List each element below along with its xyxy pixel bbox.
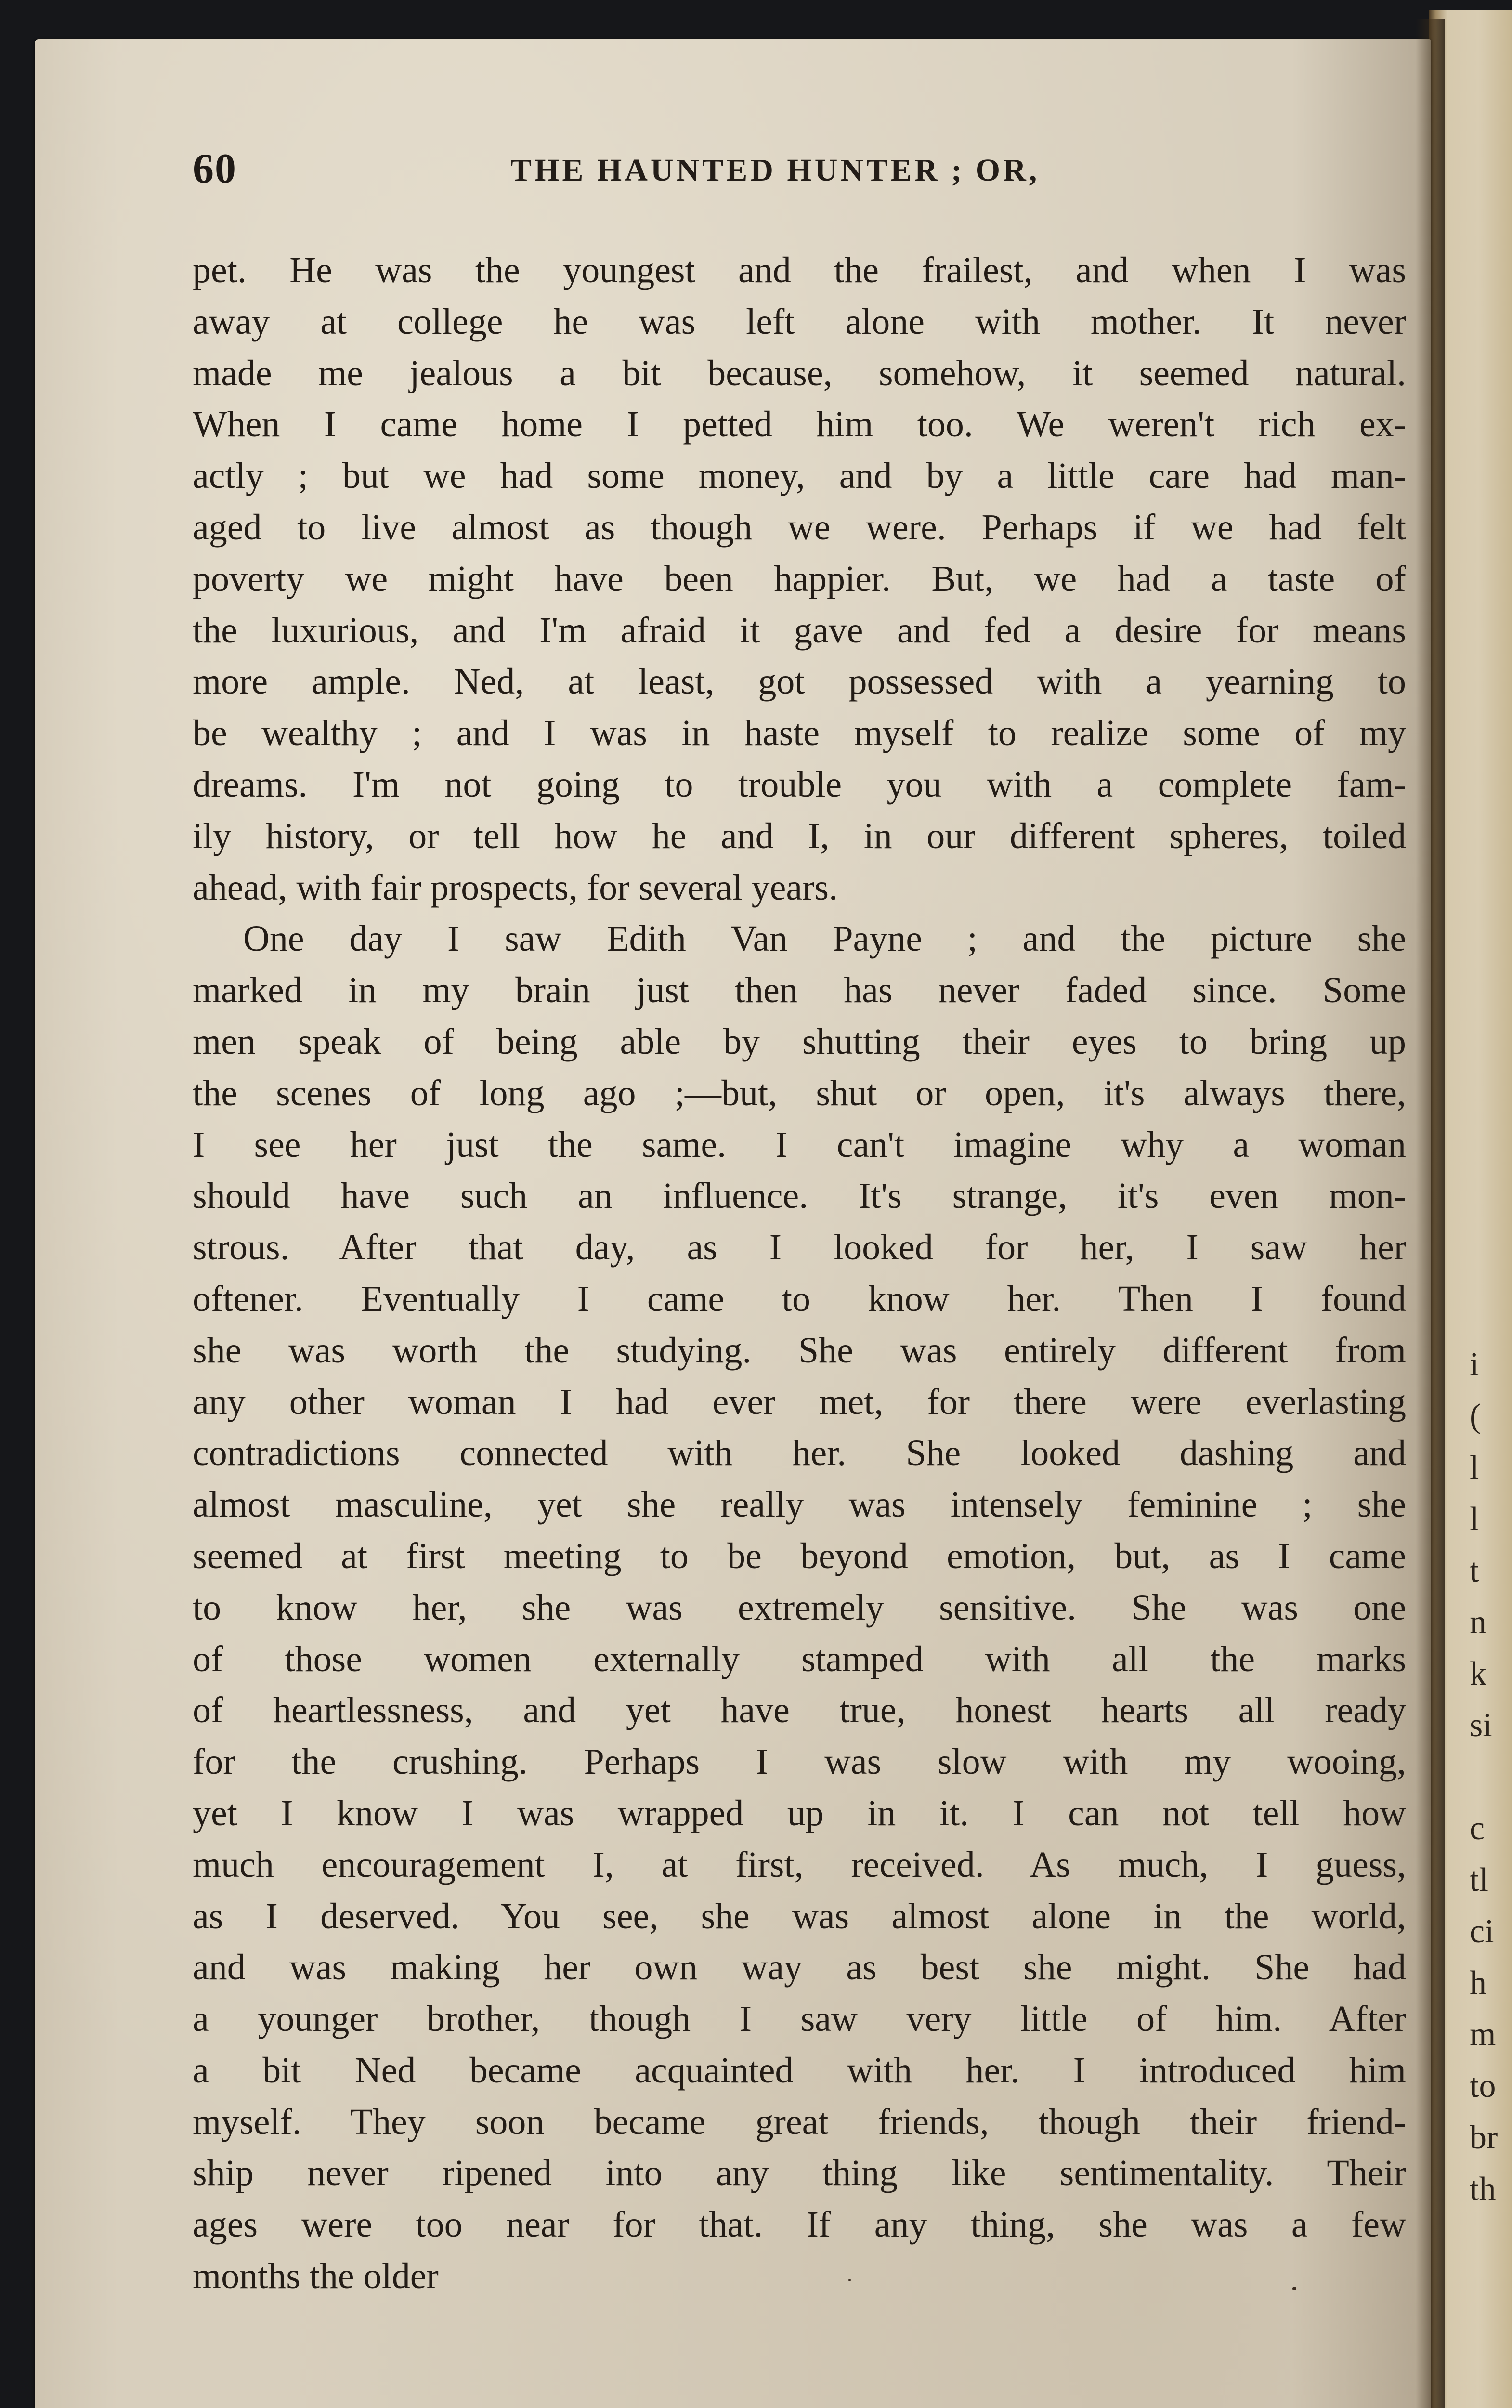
spine-shadow xyxy=(1416,19,1445,2408)
text-line: the luxurious, and I'm afraid it gave and fed a desire for means xyxy=(193,610,1406,651)
adjacent-page-fragment: si xyxy=(1470,1707,1492,1744)
page-header xyxy=(193,144,1406,202)
text-line: oftener. Eventually I came to know her. Then I found xyxy=(193,1278,1406,1319)
text-line: be wealthy ; and I was in haste myself to realize some of my xyxy=(193,713,1406,754)
text-line: any other woman I had ever met, for there were everlasting xyxy=(193,1381,1406,1422)
text-line: of heartlessness, and yet have true, honest hearts all ready xyxy=(193,1690,1406,1731)
adjacent-page-fragment: t xyxy=(1470,1552,1479,1589)
text-line: ship never ripened into any thing like sentimentality. Their xyxy=(193,2153,1406,2194)
text-line: I see her just the same. I can't imagine why a woman xyxy=(193,1124,1406,1165)
adjacent-page-fragment: m xyxy=(1470,2016,1496,2053)
adjacent-page-fragment: br xyxy=(1470,2119,1498,2156)
text-line: should have such an influence. It's strange, it's even mon- xyxy=(193,1176,1406,1217)
adjacent-page-fragment: l xyxy=(1470,1501,1479,1538)
text-line: as I deserved. You see, she was almost alone in the world, xyxy=(193,1896,1406,1937)
running-head: THE HAUNTED HUNTER ; OR, xyxy=(510,153,1040,188)
text-line: contradictions connected with her. She looked dashing and xyxy=(193,1433,1406,1474)
text-line: the scenes of long ago ;—but, shut or open, it's always there, xyxy=(193,1073,1406,1113)
text-line: dreams. I'm not going to trouble you with a complete fam- xyxy=(193,764,1406,805)
text-line: actly ; but we had some money, and by a little care had man- xyxy=(193,456,1406,497)
text-line: months the older xyxy=(193,2256,439,2297)
text-line: pet. He was the youngest and the frailest, and when I was xyxy=(193,250,1406,290)
text-line: a younger brother, though I saw very little of him. After xyxy=(193,1999,1406,2040)
text-line: to know her, she was extremely sensitive. She was one xyxy=(193,1587,1406,1628)
text-line: strous. After that day, as I looked for her, I saw her xyxy=(193,1227,1406,1268)
text-line: yet I know I was wrapped up in it. I can not tell how xyxy=(193,1793,1406,1833)
text-line: more ample. Ned, at least, got possessed with a yearning to xyxy=(193,661,1406,702)
text-line: almost masculine, yet she really was intensely feminine ; she xyxy=(193,1484,1406,1525)
text-line: ages were too near for that. If any thing, she was a few xyxy=(193,2204,1406,2245)
text-line: for the crushing. Perhaps I was slow with my wooing, xyxy=(193,1741,1406,1782)
adjacent-page-fragment: c xyxy=(1470,1810,1485,1847)
page-number: 60 xyxy=(193,145,237,192)
text-line: myself. They soon became great friends, though their friend- xyxy=(193,2101,1406,2142)
text-line: a bit Ned became acquainted with her. I introduced him xyxy=(193,2050,1406,2091)
text-line: One day I saw Edith Van Payne ; and the picture she xyxy=(243,918,1406,959)
text-line: aged to live almost as though we were. Perhaps if we had felt xyxy=(193,507,1406,548)
text-line: ahead, with fair prospects, for several years. xyxy=(193,867,838,908)
text-line: and was making her own way as best she might. She had xyxy=(193,1947,1406,1988)
text-line: made me jealous a bit because, somehow, it seemed natural. xyxy=(193,353,1406,393)
text-line: seemed at first meeting to be beyond emotion, but, as I came xyxy=(193,1535,1406,1576)
adjacent-page-fragment: ci xyxy=(1470,1913,1494,1950)
adjacent-page-fragment: ( xyxy=(1470,1398,1481,1435)
text-line: men speak of being able by shutting their eyes to bring up xyxy=(193,1021,1406,1062)
adjacent-page-text-fragments xyxy=(1470,1339,1512,2215)
text-line: she was worth the studying. She was entirely different from xyxy=(193,1330,1406,1371)
adjacent-page-fragment: th xyxy=(1470,2171,1496,2208)
ink-speck xyxy=(848,2279,851,2281)
text-line: of those women externally stamped with all the marks xyxy=(193,1638,1406,1679)
text-line: ily history, or tell how he and I, in our different spheres, toiled xyxy=(193,815,1406,856)
adjacent-page-fragment xyxy=(1470,1751,1512,1803)
adjacent-page-fragment: tl xyxy=(1470,1861,1488,1898)
text-line: much encouragement I, at first, received. As much, I guess, xyxy=(193,1844,1406,1885)
adjacent-page-fragment: n xyxy=(1470,1604,1486,1641)
adjacent-page-fragment: k xyxy=(1470,1655,1486,1692)
adjacent-page-fragment: i xyxy=(1470,1346,1479,1383)
adjacent-page-fragment: l xyxy=(1470,1449,1479,1486)
text-line: When I came home I petted him too. We weren't rich ex- xyxy=(193,404,1406,445)
text-line: away at college he was left alone with mother. It never xyxy=(193,301,1406,342)
adjacent-page-fragment: to xyxy=(1470,2068,1496,2105)
text-line: marked in my brain just then has never faded since. Some xyxy=(193,970,1406,1011)
adjacent-page-fragment: h xyxy=(1470,1964,1486,2002)
ink-speck xyxy=(1292,2287,1296,2290)
body-text xyxy=(193,245,1406,2302)
text-line: poverty we might have been happier. But, we had a taste of xyxy=(193,558,1406,599)
